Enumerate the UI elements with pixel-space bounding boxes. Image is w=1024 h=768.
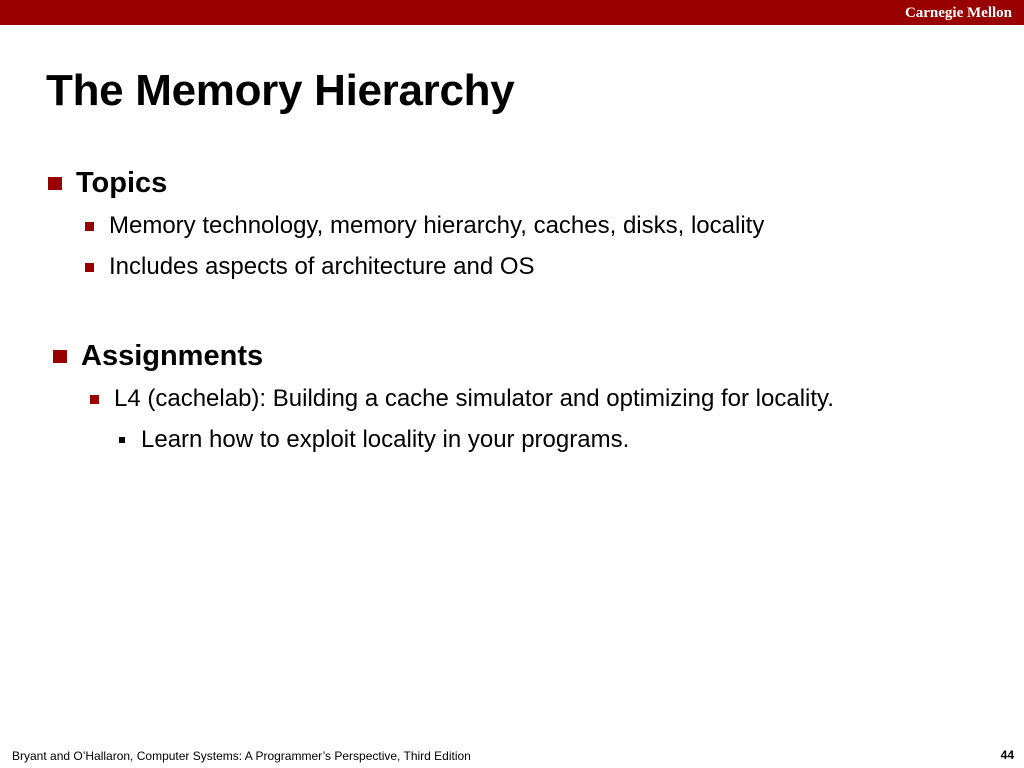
square-bullet-icon <box>85 222 94 231</box>
bullet-text: Learn how to exploit locality in your programs. <box>141 426 630 453</box>
bullet-text: Includes aspects of architecture and OS <box>109 253 535 280</box>
square-bullet-icon <box>85 263 94 272</box>
header-bar <box>0 0 1024 25</box>
section-heading: Assignments <box>81 340 264 372</box>
bullet-text: L4 (cachelab): Building a cache simulator and optimizing for locality. <box>114 385 834 412</box>
square-bullet-icon <box>90 395 99 404</box>
square-bullet-icon <box>48 177 62 190</box>
bullet-text: Memory technology, memory hierarchy, caches, disks, locality <box>109 212 765 239</box>
square-bullet-icon <box>53 350 67 363</box>
slide-title: The Memory Hierarchy <box>46 66 515 115</box>
footer-citation: Bryant and O’Hallaron, Computer Systems: A Programmer’s Perspective, Third Edition <box>12 749 471 763</box>
brand-label: Carnegie Mellon <box>904 5 1012 21</box>
page-number: 44 <box>1000 748 1014 762</box>
section-heading: Topics <box>76 167 168 199</box>
small-square-bullet-icon <box>119 437 125 443</box>
